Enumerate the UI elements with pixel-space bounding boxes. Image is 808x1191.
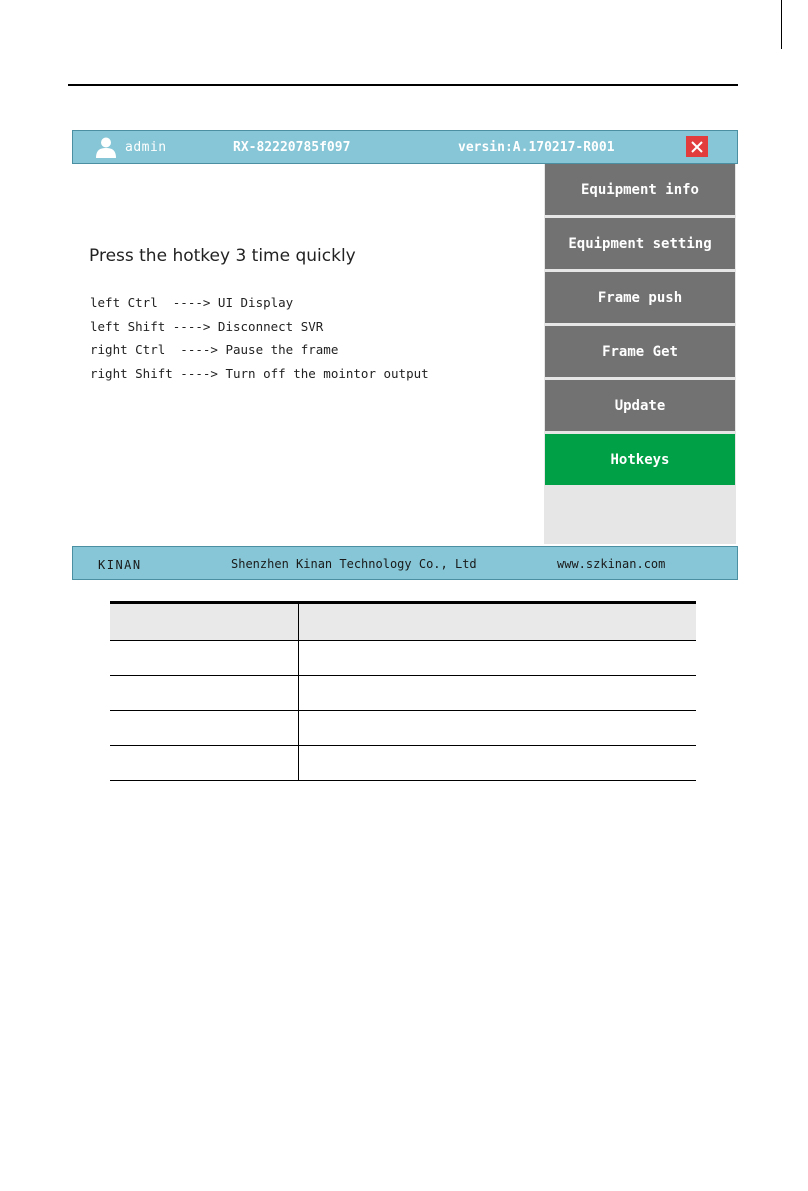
footer-bar	[72, 546, 738, 580]
sidebar-nav	[544, 164, 736, 544]
hotkeys-heading: Press the hotkey 3 time quickly	[89, 246, 356, 266]
table-header-cell	[110, 603, 299, 641]
table-cell	[110, 746, 299, 781]
app-window	[72, 130, 738, 580]
hotkey-item: right Shift ----> Turn off the mointor output	[90, 365, 429, 381]
close-button[interactable]	[686, 136, 708, 157]
user-icon	[95, 136, 117, 158]
table-row	[110, 676, 696, 711]
nav-frame-get[interactable]: Frame Get	[545, 326, 735, 377]
nav-hotkeys[interactable]: Hotkeys	[545, 434, 735, 485]
nav-frame-push[interactable]: Frame push	[545, 272, 735, 323]
document-table	[110, 601, 696, 781]
device-id: RX-82220785f097	[233, 140, 351, 155]
table-cell	[299, 746, 697, 781]
table-cell	[299, 641, 697, 676]
page-header-rule	[68, 84, 738, 86]
footer-url: www.szkinan.com	[557, 557, 666, 571]
crop-mark	[781, 0, 782, 49]
close-icon	[690, 140, 704, 154]
footer-company: Shenzhen Kinan Technology Co., Ltd	[231, 557, 477, 571]
table-cell	[299, 711, 697, 746]
table-cell	[110, 676, 299, 711]
table-row	[110, 641, 696, 676]
table-cell	[110, 641, 299, 676]
table-header-cell	[299, 603, 697, 641]
hotkey-list	[90, 291, 429, 385]
hotkey-item: left Shift ----> Disconnect SVR	[90, 318, 324, 334]
version-label: versin:A.170217-R001	[458, 140, 615, 155]
table-row	[110, 711, 696, 746]
nav-update[interactable]: Update	[545, 380, 735, 431]
hotkey-item: left Ctrl ----> UI Display	[90, 295, 294, 310]
table-row	[110, 746, 696, 781]
nav-equipment-info[interactable]: Equipment info	[545, 164, 735, 215]
nav-equipment-setting[interactable]: Equipment setting	[545, 218, 735, 269]
table-header-row	[110, 603, 696, 641]
hotkey-item: right Ctrl ----> Pause the frame	[90, 342, 339, 357]
title-bar	[72, 130, 738, 164]
table-cell	[299, 676, 697, 711]
footer-brand: KINAN	[98, 558, 142, 572]
hotkeys-panel	[72, 164, 544, 544]
table-cell	[110, 711, 299, 746]
user-name: admin	[125, 140, 167, 155]
